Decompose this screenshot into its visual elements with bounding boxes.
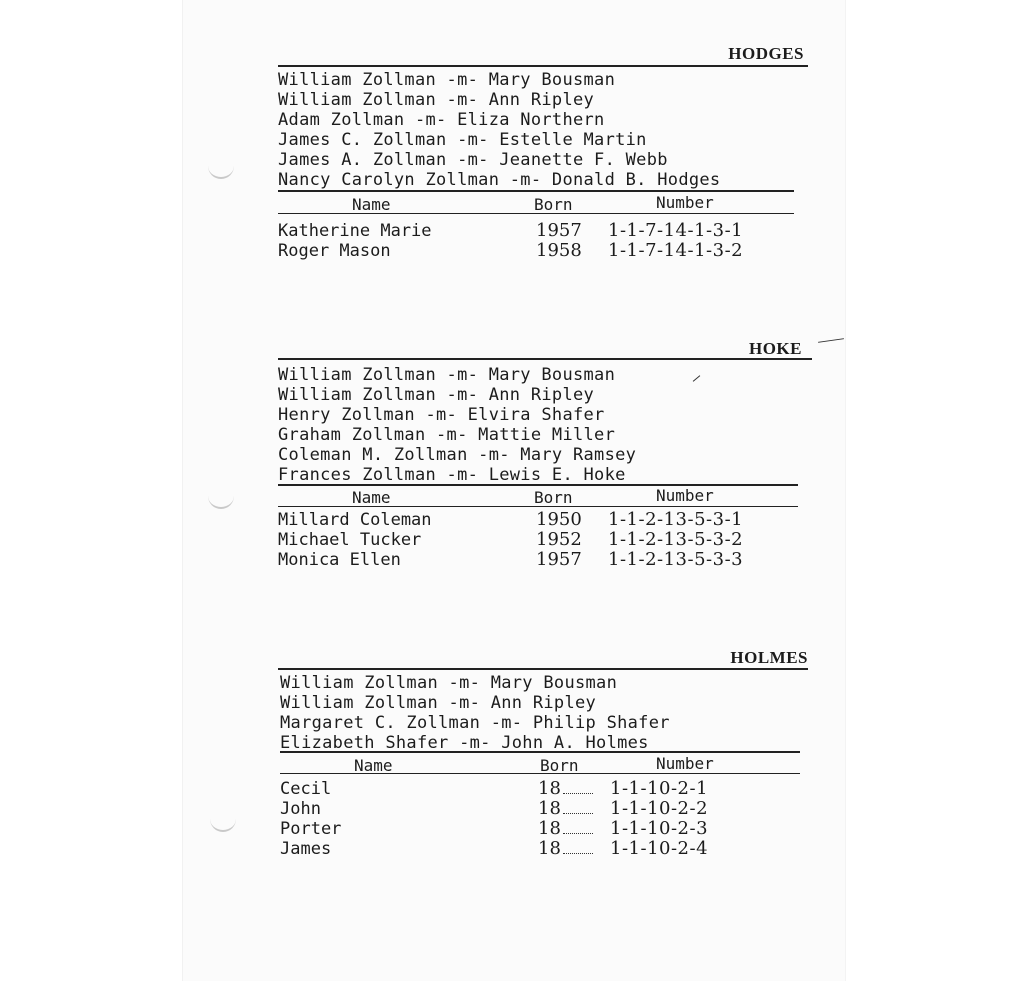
child-number: 1-1-10-2-3 bbox=[610, 818, 709, 839]
child-name: Porter bbox=[280, 819, 342, 839]
child-name: Cecil bbox=[280, 779, 332, 799]
child-name: Katherine Marie bbox=[278, 221, 432, 241]
child-number: 1-1-2-13-5-3-3 bbox=[608, 549, 744, 570]
lineage-line: William Zollman -m- Mary Bousman bbox=[278, 365, 616, 385]
child-born-field bbox=[538, 799, 593, 819]
lineage-line: James C. Zollman -m- Estelle Martin bbox=[278, 130, 647, 150]
lineage-rule bbox=[280, 751, 800, 753]
family-section-hodges bbox=[278, 44, 808, 274]
lineage-line: Graham Zollman -m- Mattie Miller bbox=[278, 425, 616, 445]
lineage-line: William Zollman -m- Mary Bousman bbox=[280, 673, 618, 693]
table-row bbox=[278, 510, 808, 530]
lineage-list bbox=[278, 365, 636, 485]
blank-year-line bbox=[563, 813, 593, 814]
column-header-rule bbox=[280, 773, 800, 774]
column-header-number: Number bbox=[656, 486, 714, 505]
child-born: 1950 bbox=[536, 509, 582, 530]
lineage-line: Coleman M. Zollman -m- Mary Ramsey bbox=[278, 445, 637, 465]
heading-rule bbox=[278, 358, 812, 360]
child-number: 1-1-2-13-5-3-2 bbox=[608, 529, 744, 550]
child-number: 1-1-10-2-1 bbox=[610, 778, 709, 799]
blank-year-line bbox=[563, 853, 593, 854]
lineage-line: William Zollman -m- Ann Ripley bbox=[278, 90, 595, 110]
lineage-line: James A. Zollman -m- Jeanette F. Webb bbox=[278, 150, 668, 170]
lineage-line: Adam Zollman -m- Eliza Northern bbox=[278, 110, 605, 130]
column-header-name: Name bbox=[354, 756, 393, 775]
lineage-line: Henry Zollman -m- Elvira Shafer bbox=[278, 405, 605, 425]
table-row bbox=[280, 839, 810, 859]
child-name: Millard Coleman bbox=[278, 510, 432, 530]
lineage-line: William Zollman -m- Ann Ripley bbox=[278, 385, 595, 405]
child-born: 1957 bbox=[536, 549, 582, 570]
column-header-born: Born bbox=[534, 488, 573, 507]
children-table bbox=[278, 510, 808, 570]
lineage-line: Nancy Carolyn Zollman -m- Donald B. Hodges bbox=[278, 170, 721, 190]
lineage-rule bbox=[278, 190, 794, 192]
child-name: Michael Tucker bbox=[278, 530, 422, 550]
child-born: 1958 bbox=[536, 240, 582, 261]
column-header-born: Born bbox=[534, 195, 573, 214]
column-header-born: Born bbox=[540, 756, 579, 775]
lineage-line: William Zollman -m- Mary Bousman bbox=[278, 70, 616, 90]
table-row bbox=[278, 221, 808, 241]
lineage-line: Margaret C. Zollman -m- Philip Shafer bbox=[280, 713, 670, 733]
child-name: James bbox=[280, 839, 332, 859]
table-row bbox=[278, 241, 808, 261]
child-born-field bbox=[538, 839, 593, 859]
child-born: 1957 bbox=[536, 220, 582, 241]
child-born: 18 bbox=[538, 778, 561, 799]
surname-heading: HOKE bbox=[748, 339, 802, 358]
surname-heading: HODGES bbox=[728, 44, 804, 63]
table-row bbox=[278, 550, 808, 570]
column-header-number: Number bbox=[656, 193, 714, 212]
child-born: 18 bbox=[538, 818, 561, 839]
lineage-line: William Zollman -m- Ann Ripley bbox=[280, 693, 597, 713]
heading-rule bbox=[278, 668, 808, 670]
heading-rule bbox=[278, 65, 808, 67]
column-header-number: Number bbox=[656, 754, 714, 773]
surname-heading: HOLMES bbox=[730, 648, 808, 667]
children-table bbox=[278, 221, 808, 261]
blank-year-line bbox=[563, 793, 593, 794]
table-row bbox=[280, 779, 810, 799]
column-header-rule bbox=[278, 506, 798, 507]
table-row bbox=[280, 819, 810, 839]
child-number: 1-1-10-2-4 bbox=[610, 838, 709, 859]
child-born: 1952 bbox=[536, 529, 582, 550]
column-header-name: Name bbox=[352, 488, 391, 507]
child-number: 1-1-7-14-1-3-1 bbox=[608, 220, 744, 241]
column-header-rule bbox=[278, 213, 794, 214]
child-born-field bbox=[538, 779, 593, 799]
children-table bbox=[280, 779, 810, 859]
child-number: 1-1-10-2-2 bbox=[610, 798, 709, 819]
blank-year-line bbox=[563, 833, 593, 834]
lineage-list bbox=[280, 673, 670, 753]
child-name: John bbox=[280, 799, 321, 819]
family-section-hoke bbox=[278, 339, 808, 579]
table-row bbox=[280, 799, 810, 819]
child-name: Monica Ellen bbox=[278, 550, 401, 570]
child-born: 18 bbox=[538, 838, 561, 859]
table-row bbox=[278, 530, 808, 550]
child-born: 18 bbox=[538, 798, 561, 819]
lineage-line: Frances Zollman -m- Lewis E. Hoke bbox=[278, 465, 626, 485]
lineage-rule bbox=[278, 484, 798, 486]
family-section-holmes bbox=[278, 648, 808, 868]
lineage-line: Elizabeth Shafer -m- John A. Holmes bbox=[280, 733, 649, 753]
child-name: Roger Mason bbox=[278, 241, 391, 261]
child-born-field bbox=[538, 819, 593, 839]
lineage-list bbox=[278, 70, 720, 190]
child-number: 1-1-2-13-5-3-1 bbox=[608, 509, 744, 530]
child-number: 1-1-7-14-1-3-2 bbox=[608, 240, 744, 261]
column-header-name: Name bbox=[352, 195, 391, 214]
